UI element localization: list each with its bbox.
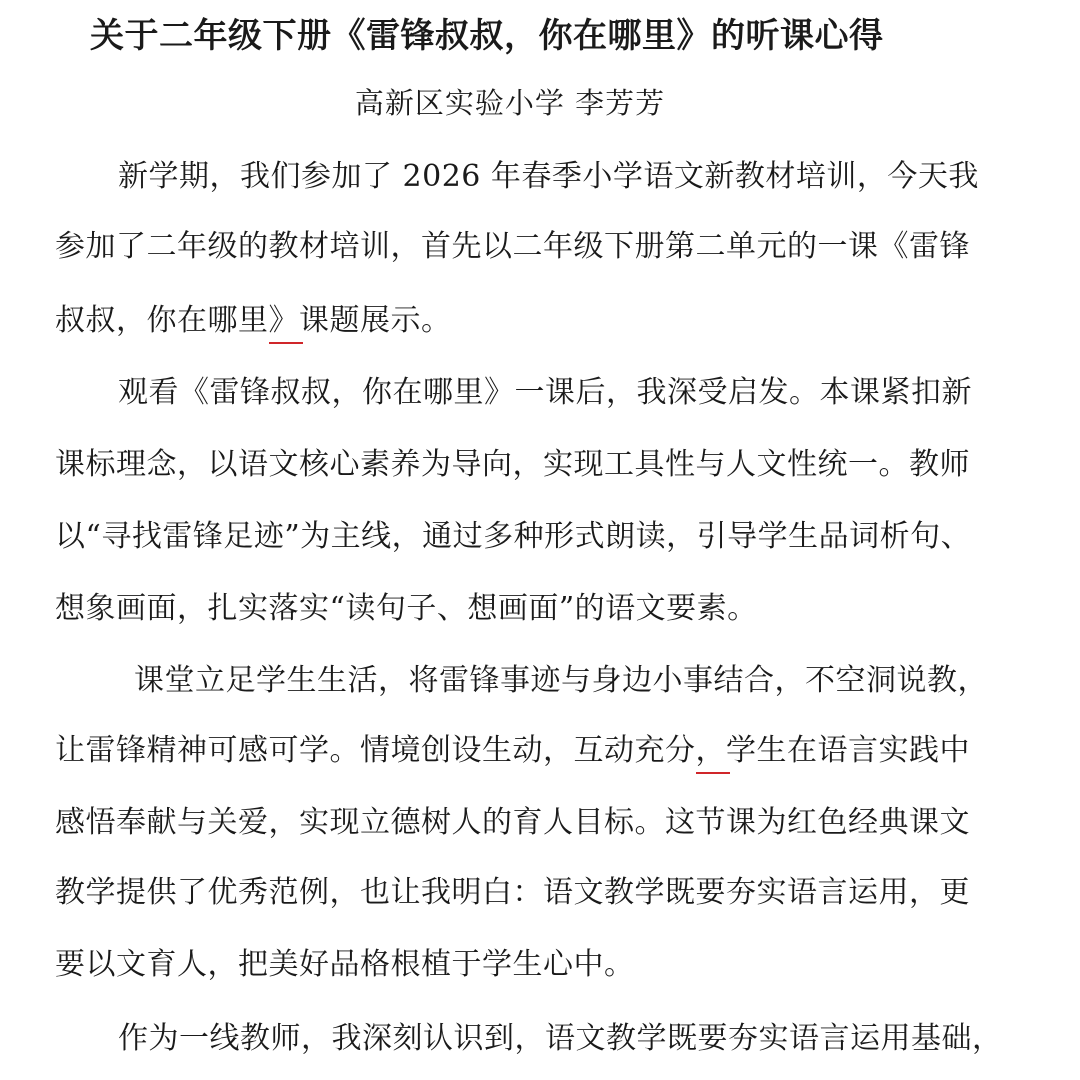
text-segment: 让雷锋精神可感可学。情境创设生动，互动充分 xyxy=(55,733,696,768)
spellcheck-underline-mark: ， xyxy=(696,716,727,786)
paragraph-3-line-4: 教学提供了优秀范例，也让我明白：语文教学既要夯实语言运用，更 xyxy=(55,875,970,910)
paragraph-3-line-1: 课堂立足学生生活，将雷锋事迹与身边小事结合，不空洞说教， xyxy=(134,663,988,698)
document-title: 关于二年级下册《雷锋叔叔，你在哪里》的听课心得 xyxy=(90,16,884,56)
text-segment: 叔叔，你在哪里 xyxy=(55,303,269,338)
paragraph-2-line-3: 以“寻找雷锋足迹”为主线，通过多种形式朗读，引导学生品词析句、 xyxy=(55,519,972,554)
paragraph-3-line-3: 感悟奉献与关爱，实现立德树人的育人目标。这节课为红色经典课文 xyxy=(55,805,970,840)
spellcheck-underline-mark: 》 xyxy=(269,286,300,356)
text-segment: 课题展示。 xyxy=(299,303,452,338)
paragraph-3-line-2 xyxy=(55,716,1055,786)
paragraph-2-line-1: 观看《雷锋叔叔，你在哪里》一课后，我深受启发。本课紧扣新 xyxy=(118,375,972,410)
author-line: 高新区实验小学 李芳芳 xyxy=(354,86,666,120)
paragraph-1-line-2: 参加了二年级的教材培训，首先以二年级下册第二单元的一课《雷锋 xyxy=(55,229,970,264)
paragraph-1-line-3 xyxy=(55,286,1055,356)
text-segment: 学生在语言实践中 xyxy=(726,733,970,768)
paragraph-2-line-2: 课标理念，以语文核心素养为导向，实现工具性与人文性统一。教师 xyxy=(55,447,970,482)
paragraph-1-line-1: 新学期，我们参加了 2026 年春季小学语文新教材培训，今天我 xyxy=(118,159,979,194)
paragraph-3-line-5: 要以文育人，把美好品格根植于学生心中。 xyxy=(55,947,635,982)
paragraph-2-line-4: 想象画面，扎实落实“读句子、想画面”的语文要素。 xyxy=(55,591,758,626)
paragraph-4-line-1: 作为一线教师，我深刻认识到，语文教学既要夯实语言运用基础， xyxy=(118,1021,1003,1056)
